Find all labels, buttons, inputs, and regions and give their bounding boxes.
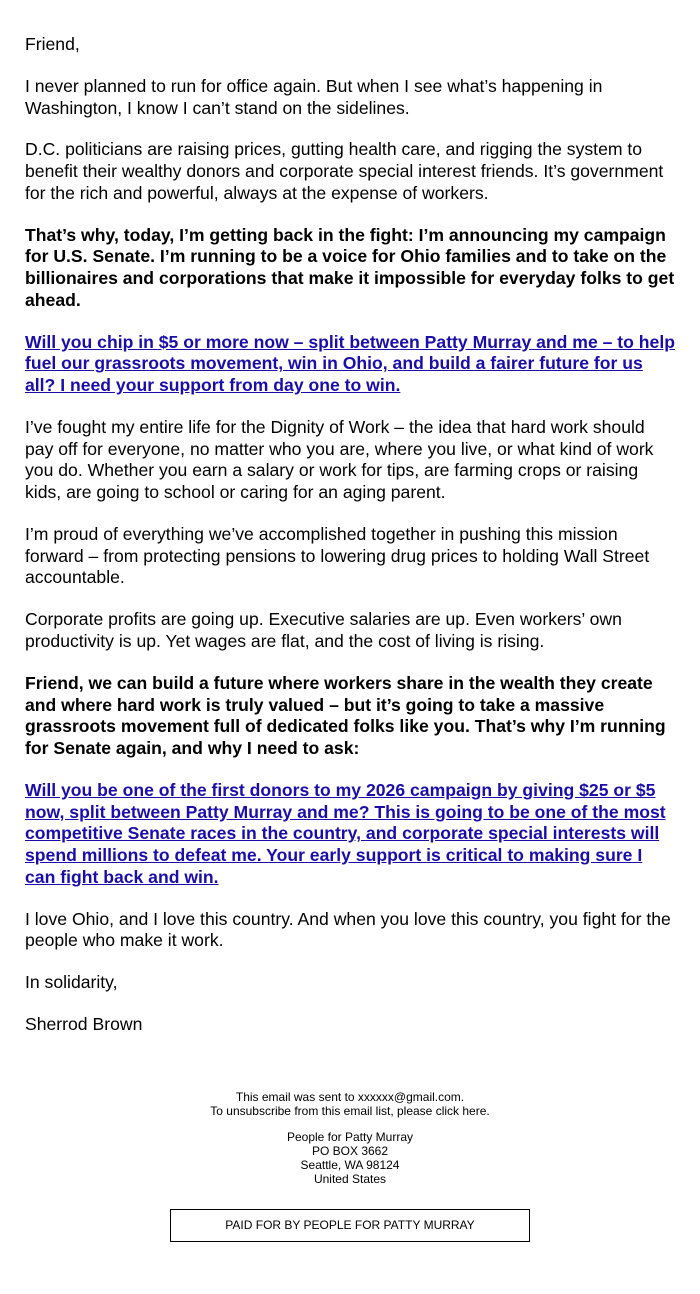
country: United States xyxy=(313,1172,387,1186)
signoff: In solidarity, xyxy=(25,972,118,993)
paragraph-love-ohio: I love Ohio, and I love this country. And when you love this country, you fight for the people who make it work. xyxy=(25,908,671,951)
unsubscribe-link[interactable]: click here xyxy=(435,1104,487,1118)
email-content xyxy=(25,34,675,1036)
paragraph-ask: Friend, we can build a future where workers share in the wealth they create and where hard work is truly valued – but it’s going to take a massive grassroots movement full of dedicated folks like you. That’s why I’m running for Senate again, and why I need to ask: xyxy=(25,672,666,759)
po-box: PO BOX 3662 xyxy=(311,1144,389,1158)
city-state-zip: Seattle, WA 98124 xyxy=(300,1158,400,1172)
donate-link-5[interactable]: Will you chip in $5 or more now – split between Patty Murray and me – to help fuel our grassroots movement, win in Ohio, and build a fairer future for us all? I need your support from day one to win. xyxy=(25,331,675,396)
paragraph-intro: I never planned to run for office again. But when I see what’s happening in Washington, I know I can’t stand on the sidelines. xyxy=(25,75,603,118)
paragraph-accomplishments: I’m proud of everything we’ve accomplished together in pushing this mission forward – from protecting pensions to lowering drug prices to holding Wall Street accountable. xyxy=(25,524,650,588)
signature: Sherrod Brown xyxy=(25,1014,143,1035)
sent-to-notice: This email was sent to xxxxxx@gmail.com. xyxy=(235,1090,465,1104)
paragraph-dc-politicians: D.C. politicians are raising prices, gutting health care, and rigging the system to benefit their wealthy donors and corporate special interest friends. It’s government for the rich and powerful, always at the expense of workers. xyxy=(25,139,664,203)
org-name: People for Patty Murray xyxy=(286,1130,414,1144)
paragraph-announcement: That’s why, today, I’m getting back in the fight: I’m announcing my campaign for U.S. Senate. I’m running to be a voice for Ohio families and to take on the billionaires and corporations that make it impossible for everyday folks to get ahead. xyxy=(25,224,675,310)
email-footer xyxy=(0,1090,700,1186)
unsubscribe-notice: To unsubscribe from this email list, please click here. xyxy=(210,1104,490,1118)
donate-link-25[interactable]: Will you be one of the first donors to my 2026 campaign by giving $25 or $5 now, split between Patty Murray and me? This is going to be one of the most competitive Senate races in the country, and corporate special interests will spend millions to defeat me. Your early support is critical to making sure I can fight back and win. xyxy=(25,779,666,887)
mailing-address xyxy=(0,1130,700,1186)
paragraph-corporate-profits: Corporate profits are going up. Executive salaries are up. Even workers’ own productivity is up. Yet wages are flat, and the cost of living is rising. xyxy=(25,609,622,652)
paid-for-disclaimer: PAID FOR BY PEOPLE FOR PATTY MURRAY xyxy=(170,1209,530,1242)
greeting: Friend, xyxy=(25,34,80,54)
paragraph-dignity-of-work: I’ve fought my entire life for the Dignity of Work – the idea that hard work should pay off for everyone, no matter who you are, where you live, or what kind of work you do. Whether you earn a salary or work for tips, are farming crops or raising kids, are going to school or caring for an aging parent. xyxy=(25,417,654,503)
